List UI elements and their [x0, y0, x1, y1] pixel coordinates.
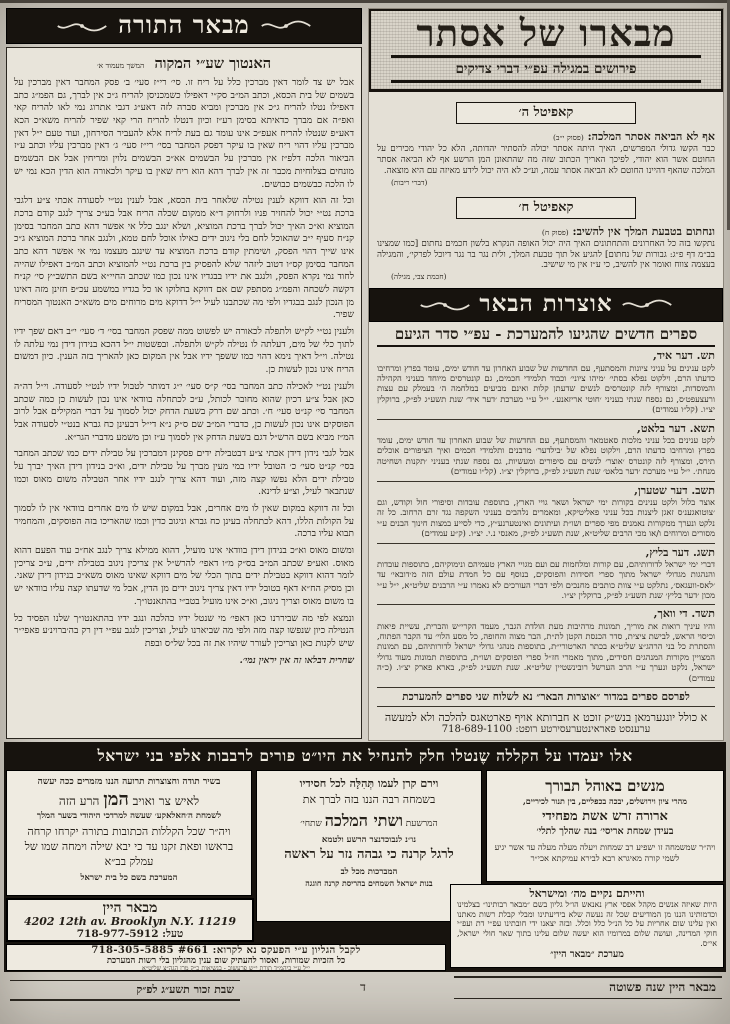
article-paragraph: אבל לגבי נידון דידן אכתי צ״ע דבטבילת ידים פסקינן דמברכין על טבילת ידים כמו שכתב המחבר בסי׳ קנ״ט סעי׳ כ׳ הטובל ידיו במי מעין מברך על טבילת ידים, וא״כ בנידון דידן האיך יברך על טבילת ידים הלא נפשו קצה מזה, ועוד דהא צריך לנגב ידיו אחר הטבילה משום מאוס וכמו שנתבאר לעיל, וצ״ע לדינא. — [14, 448, 354, 498]
ad-line: בעידן שמחת אריסי׳ בנה שהלך לתלי׳ — [536, 826, 674, 838]
purim-banner: אלו יעמדו על הקללה שֶנטלו חלק להנחיל את היו״ט פורים לרבבות אלפי בני ישראל — [97, 746, 633, 765]
divider — [391, 80, 701, 83]
ad-line: לשמחת ה׳חאלאקע׳ שעשה למרדכי היהודי בשער המלך — [36, 811, 222, 822]
disclaimer-signature: מערכת ״מבאר היין״ — [550, 949, 624, 961]
article-paragraph: אבל יש צד לומר דאין מברכין כלל על ריח זו. סי׳ רי״ז סעי׳ ב׳ פסק המחבר דאין מברכין על בשמים של בית הכסא, וכתב המ״ב סק״י דאפילו כשמכניסן להריח ג״כ אין לברך, גם הפמ״ג כתב דאפילו נטלו להריח ג״כ אין מברכין ומביא סברה לזה דאע״ג דגבי אתרוג נמי לאו להריח קאי ואפ״ה אם מברך כדאיתא בסימן רע״ז וכיון דנטלו להריח הרי קאי שפיר להריח משא״כ הכא דאע״פ שנטלו להריח אעפ״כ אינו עומד גם בעת לריח אלא להעביר הסירחון, ועוד טעם י״ל דאין מברכין עליו דהוי ריח שאין בו עיקר דפסק המחבר בסי׳ רי״ז סעי׳ ג׳ דאין מברכין עליו וכתב ע״ז הביאור הלכה דלפ״ז אין מברכין על הבשמים אא״כ הבשמים נלוין ומריחין אבל אם הבשמים מונחים בצלוחיות מכבר זה אין לברך דהא הוא ריח שאין בו עיקר ולכאורה הוא הדין הכא נמי יש לו הלכה כבשמים כבושים. — [14, 77, 354, 190]
ad-signature: בנות ישראל השמחים בהריסת קרנה חוגגה — [305, 878, 433, 888]
divider — [391, 55, 701, 58]
copyright-line: כל הזכיות שמורות, ואסור להעתיק שום ענין מהגליון בלי רשות המערכת — [106, 955, 346, 966]
page-number: ד — [360, 980, 366, 994]
bottom-section — [4, 742, 726, 972]
scan-edge-artifact — [0, 0, 730, 3]
book-entry — [377, 347, 715, 419]
ad-box-zeresh — [486, 770, 724, 882]
book-title: תשב. דער שטערן, — [634, 483, 715, 497]
otzros-subtitle: ספרים חדשים שהגיעו להמערכת - עפ״י סדר הגיעם — [377, 325, 715, 347]
book-title: תשד. די וואך, — [653, 607, 715, 621]
ad-line: נו״נ לנבוכדנצר הרשע ולטמא — [321, 835, 417, 846]
flourish-icon — [419, 298, 471, 312]
article-header — [14, 53, 354, 73]
book-title: תשא. דער בלאט, — [637, 421, 715, 435]
publication-name: מבאר היין — [102, 900, 158, 916]
chapter-heading-text: אף לא הביאה אסתר המלכה: — [587, 129, 715, 143]
ad-name-line — [13, 789, 245, 810]
verse-reference: (פסוק י״ב) — [552, 132, 584, 142]
left-article — [6, 47, 362, 739]
book-text: והיו עיניך רואות את מוריך, תמונות מרהיבות מעת הולדת הגבר, מעמד הקרי״ש והברית, עשיית פיאות וכיסוי הראש, לבישת ציצית, סדר הכנסת הקטן לת״ת, הבר מצוה והחופה, כל מסע הלוי׳ עד הקבר הפתוח, והסתרת כל בני הרהג״צ שליט״א בכתר הארטורי״ת, בתוספות מנהגי גדולי ישראל לדורותיהם, עם תמונות המצויין מקורות המנהגים חסידים, מתוך מאמרי חז״ל ספרי הפוסקים ושו״ת, בתוספות תמונות מעוד גדולי ישראל, נלקט ונערך ע״י הרב הערשל רובינשטיין שליט״א. שנת תשע״ג לפ״ק, בארא פארק יצ״ו. (כ״ה עמודים) — [377, 620, 715, 683]
fax-number: 718-305-5885 #661 — [91, 945, 209, 956]
footer-right: מבאר היין שנה פשוטה — [454, 976, 722, 999]
article-paragraph: ונמצא לפי מה שביררנו כאן דאפי׳ מי שנטל ידיו כהלכה ונגב ידיו בהתאנטו״ך שלנו הפסיד כל הנטילה כיון שנפשו קצה מזה ולפי מה שביארנו לעיל, וצריכין לנגב עפ״י דין רק בה׳ברוינ׳ע פאפי״ר שיש לקנות כאן וצריכין לעורר שיהיו את זה בכל של״ס ובפת — [14, 612, 354, 649]
chapter-label: קאפיטל ח׳ — [456, 197, 636, 219]
ad-name-big: המן — [103, 789, 129, 811]
classified-ad: א כולל יונגערמאן בנש״ק זוכט א חברותא אויף פארטאגס להלכה ולא למעשה — [384, 711, 708, 725]
flourish-icon — [621, 298, 673, 312]
continued-from-note: המשך מעמוד א׳ — [96, 61, 145, 70]
book-title: תשג. דער בליץ, — [645, 545, 715, 559]
address-box — [6, 898, 254, 942]
ad-signature: המערכת בשם כל בית ישראל — [80, 872, 178, 883]
ad-blessing: ויה״ר שכל הקללות הכתובות בתורה יקרחו קרחה בראשו ופאת זקנו עד כי יבא שילה וימחה שמו של עמלק בב״א — [24, 825, 234, 869]
book-text: לקט ענינים על עניני ציונות והמסתעף, עם החדשות של שבוע האחרון עד חודש ימים, עומד בפרץ ומרחיבו כדעתו הרם, וילקוט נפלא בסתי׳ ׳מיהו ציוני׳ וכבוד תלמידי חכמים, גם קונטרסים מיוחד בעניני הקהילה והמוסדות, ומצורף לזה קונטרסים לנשים שדעתן קלות ואינם מביעים במלחמה ה׳ בעמלק עם עצות ורעצעפט׳ס, גם נספח שנתי בעניני ׳חוטי אריזאנע׳. י״ל ע״י מערכת ׳דער איד׳ שנת תשע״ג לפ״ק, ברוקלין יצ״ו. (קל״ו עמודים) — [377, 362, 715, 415]
ad-big-line: לרגל קרנה כי גבהה נזר על ראשה — [284, 847, 454, 863]
left-masthead — [6, 8, 362, 44]
ad-line: בשיר תודה וחצוצרות תרועה הננו מזמרים ככה יעשה — [37, 777, 221, 787]
book-entry — [377, 605, 715, 688]
chapter-source: (חכמת צבי, מגילה) — [391, 272, 447, 282]
footer-left: שבת זכור תשע״ג לפ״ק — [10, 980, 240, 1001]
article-paragraph: ומשום מאוס וא״כ בנידון דידן בוודאי אינו מועיל, דהוא ממילא צריך לנגב אח״כ עוד הפעם דהוא מאוס. ואע״פ שכתב המ״ב בס״ק מ״ו דאפי׳ להרש״ל אין צריכין ניגוב בטבילת ידים, ע״כ צריכין לומר דהוא דווקא בטבילת ידים בתוך הכלי של מים דווקא שאינו מאוס משא״כ בנידון דידן שאני. וכן מסיק הח״א דאף בטובל ידיו דאין צריך ניגוב ידים מן הדין, אבל מי שדעתו קצה עליו בוודאי יש בו משום מאוס וצריך ניגוב, וא״כ אינו מועיל בטב״י בהתאנטו״ך. — [14, 545, 354, 607]
book-entry — [377, 544, 715, 606]
book-review-list — [369, 347, 723, 688]
fax-line — [7, 946, 445, 957]
telephone-label: טעל: — [162, 928, 184, 941]
ad-name-pre: המרשעת — [402, 819, 438, 830]
chapter-section — [369, 187, 723, 282]
disclaimer-title: והייתם נקיים מה׳ ומישראל — [529, 887, 645, 900]
right-column — [368, 8, 724, 741]
chapter-heading — [377, 225, 715, 238]
ad-line: וירם קרן לעמו תְּהִלָּה לכל חסידיו — [299, 777, 439, 790]
ad-box-vashti — [256, 770, 482, 922]
left-column — [6, 8, 362, 739]
chapter-source: (דברי ריבות) — [391, 177, 428, 187]
ad-title: מנשים באוהל תבורך — [545, 777, 665, 795]
ad-name-post: הרע הזה — [58, 794, 104, 809]
article-title: האנטוך שע״י המקוה — [154, 55, 272, 72]
submission-notice: לפרסם ספרים במדור ״אוצרות הבאר״ נא לשלוח שני ספרים להמערכת — [377, 688, 715, 707]
article-paragraph: וכל זה דווקא במקום שאין לו מים אחרים, אבל במקום שיש לו מים אחרים בוודאי אין לו לסמוך על הקולות הללו, דהא לכתחלה בעינן כח גברא וניגוב כדין וכמו שהאריכו בזה הפוסקים, והמחמיר תבוא עליו ברכה. — [14, 503, 354, 540]
right-masthead-title: מבארו של אסתר — [416, 11, 676, 55]
ad-blessing: ויה״ר שמשמחה זו ישפיע רב שמחות ויעלה מעלה מעלה עד אשר יגיע לשמי קורה מאיגרא רבא לבירא עמיקתא אכי״ר — [494, 842, 716, 863]
ad-name-big: ושתי המלכה — [324, 811, 403, 831]
disclaimer-box — [450, 884, 724, 968]
ad-name-post: שתחי׳ — [300, 819, 325, 830]
book-title: תש. דער איד, — [653, 349, 715, 363]
chapter-section — [369, 92, 723, 187]
ad-name-line — [263, 808, 475, 834]
article-paragraph: ולענין נט״י לק״ש ולתפלה לכאורה יש לפשוט ממה שפסק המחבר בסי׳ ד׳ סעי׳ י״ב דאם שפך ידיו לתוך כלי של מים, דעלתה לו נטילה לק״ש ולתפלה. ובפשטות י״ל דהכא בנידון דידן נמי עלתה לו נטילה. וי״ל דאיך נימא דהוי כמו ששפך ידיו אבל אין המקום כאן להאריך בזה הענין. כיון דמשום הריח אינו נכון לעשות כן. — [14, 326, 354, 376]
chapter-heading-text: ונחתום בטבעת המלך אין להשיב: — [572, 224, 715, 238]
ad-line: מהרי ציון וירושלים, יבכה בכפליים, בין תנור לכיריים, — [522, 796, 688, 807]
chapter-label: קאפיטל ה׳ — [456, 102, 636, 124]
left-masthead-title: מבאר התורה — [118, 9, 250, 39]
ad-name-pre: לאיש צר ואויב — [128, 794, 200, 809]
chapter-text: נתקשו בזה כל האחרונים והתחתונים האיך היה יכול האופה הנקרא בלשון חכמים נחתום [כמו שמצינו בב״מ דף פ״ג: גבורות של נחתום] להגיע אל תוך טבעת המלך, ולית נגר בר נגר דיוכל לפרקי׳, והמגילה בעצמה צווח ואומר אין להשיב, כי ע״ז אין מי שישיב. — [377, 238, 715, 271]
otzros-habeer-banner — [369, 288, 723, 322]
article-closing-line: שחרית דבלאו זה אין יראין נמי׳. — [239, 654, 354, 666]
imprint-line: י״ל ע״י ביהמ״ד תורת י״ש פרעשוב - בנשיאות כ״ק מרן הגה״צ שליט״א — [142, 964, 310, 972]
book-text: אוצר בלול ולקט ענינים בקורות ימי ישראל ושאר גויי הארץ, בתוספת עובדות וסיפורי חול וקודש, וגם ׳צוטואגענ׳ס זאגן ליצנות בכל עניני פאליטיקא, ומאמרים נלהבים בעניני השקפה נגד זרם הרחוב. כל זה נלקט ונערך ממקורות נאמנים מפי ספרים ושו״ת ועיתונים ואינטערנע״ץ, כדי לסייע במצות חינוך הבנים ע״י מסורים ומרוחים ו/או מכי הרבים שליט״א, שנת תשע״ג לפ״ק, מאנסי נ.י. יצ״ו. (ק״ע עמודים) — [377, 496, 715, 539]
flourish-icon — [260, 19, 312, 33]
article-paragraph: ולענין נט״י לאכילה כתב המחבר בסי׳ ק״ס סעי׳ י״ג דמותר לטבול ידיו לנט״י לסעודה. וי״ל דה״ה כאן אבל צ״ע דכיון שהוא מחובר לכותל, ע״כ לכתחלה בוודאי אינו נכון לעשות כן כמה שכתב המחבר סי׳ קנ״ט סעי׳ ח׳. וכתב שם דרק בשעת הדחק יכול לסמוך על דברי המקילים אבל לרוב הפוסקים אינו נכון לעשות כן, כדברי המ״ב שם ס״ק נ״א די״ל דבעינן כח גברא בנט״י לסעודה אבל המ״ז מביא בשם הרש״ל דגם בשעת הדחק אין לסמוך ע״ז וכן משמע מדברי הגר״א. — [14, 380, 354, 443]
otzros-banner-title: אוצרות הבאר — [479, 290, 613, 318]
verse-reference: (פסוק ח) — [541, 227, 569, 237]
article-paragraph: וכל זה הוא דווקא לענין נטילה שלאחר בית הכסא, אבל לענין נט״י לסעודה אכתי צ״ע דלגבי ברכת נט״י יכול להחזיר פניו ולרחוק ד״א ממקום שכלה הריח אבל בע״כ צריך לנגב קודם ברכת המוציא וא״כ האיך יכול לברך ברכת המוציא, ושלא ינגב כלל אי אפשר דהא כתב המחבר בסימן קנ״ח סעיף י״ב שהאוכל לחם בלי ניגוב ידים כאילו אוכל לחם טמא, ולנגב אחר ברכת המוציא ג״כ אינו שייך דהוי הפסק, ושימתין קודם ברכת המוציא עד שינגב מעצמו נמי אי אפשר דהא כתב המחבר בסימן קס״ו דטוב ליזהר שלא להפסיק בין ברכת נט״י להמוציא וכתב המ״ב דאפילו שהייה לחוד נמי נקרא הפסק, ולנגב את ידיו בבגדיו אינו נכון כמו שכתב החיי״א בשם התשב״ץ סי׳ קנ״ח דקשה לשכחה והפמ״ג מסתפק שם אם דווקא בחלוקו או כל בגדיו במשמע עכ״פ חזינן מזה דאינו מן הנכון לנגב בבגדיו ולפי מה שכתבנו לעיל י״ל דדוקא מים מרוחים מים משא״כ האנטוך המסריח שפיר. — [14, 195, 354, 321]
right-masthead — [369, 9, 723, 92]
classified-phone-label: ערענסט פאראינטערעסירטע רופט: — [515, 724, 651, 736]
ad-box-haman — [6, 770, 252, 896]
ad-line: בשמחה רבה הננו בזה לברך את — [302, 792, 436, 806]
book-entry — [377, 482, 715, 544]
street-address: 4202 12th av. Brooklyn N.Y. 11219 — [23, 915, 237, 929]
ad-signature: המברכות מכל לב — [340, 866, 398, 877]
telephone-line — [8, 928, 252, 941]
classified-phone — [369, 724, 723, 738]
fax-label: לקבל הגליון ע״י הפעקס נא לקרוא: — [212, 945, 361, 956]
classified-phone-number: 718-689-1100 — [441, 724, 513, 736]
book-text: דברי ימי ישראל לדורותיהם, עם קורות ומלחמות עם ועם מגויי הארץ טעמיהם ונימוקיהם, בתוספות עובדות והנהגות מגדולי ישראל מתוך ספרי חסידות והפוסקים, בנוסף עם כל חמדת עולם הזה מ׳דובאי׳ עד ׳לאס-וועגאס׳, נתלקט ע״י צוות כותבים מחנכים ולפי דברי העורכים לא נאמרו ע״י הרבנים שליט״א, י״ל ע״י מכון ׳דער בליץ׳ שנת תשע״ג לפ״ק, ברוקלין יצ״ו. — [377, 558, 715, 601]
book-text: לקט ענינים בכל עניני מלכות סאטמאר והמסתעף, עם החדשות של שבוע האחרון עד חודש ימים, עומד בפרץ ומרחיבו כדעתו הרם, וילקוט נפלא של ׳בילדער׳ מרבנים ותלמידי חכמים ואיך הציפורים אוכלים תירס, ומצורף לזה קונטרס ׳אוצר׳ לנשים עם סיפורים ומעשיות, גם נספח שנתי בעניני ׳תקנות ושחיטה מנחת׳. י״ל ע״י מערכת ׳דער בלאט׳ שנת תשע״ג לפ״ק, ברוקלין יצ״ו. (קל״ו עמודים) — [377, 434, 715, 477]
fax-strip — [6, 944, 446, 971]
chapter-heading — [377, 130, 715, 143]
telephone-number: 718-977-5912 — [76, 928, 159, 941]
ad-name-line: ארורה זרש אשת מפחידי — [542, 808, 668, 824]
book-entry — [377, 420, 715, 482]
flourish-icon — [56, 19, 108, 33]
disclaimer-text: היות שאיזה אנשים מקהל אפסי ארץ נאנאש הו״ל גליון בשם ״מבאר רבותינו״ בצלמינו וכדמותינו הננו מן המודיעים שכל זה נעשה שלא בידיעתינו ומבלי קבלת רשות מאתנו ואין עלינו שום אחריות על כל הנ״ל כלל וכלל. ובזה יצאנו ידי חובתינו עפ״י דת ועפ״י חוקי המדינה, ועושה שלום במרומיו הוא יעשה שלום עלינו בתוך שאר חולי ישראל, אי״ס. — [457, 900, 717, 948]
chapter-text: כבר הקשו גדולי המפרשים, האיך היתה אסתר יכולה להסתיר יהדותה, הלא כל יהודי מכירים על החוטם אשר הוא יהודי, לפיכך האריך הכתוב שזה מה שהתאונן המן הרשע אף לא הביאה אסתר המלכה שהאף דהיינו החוטם לא הביאה אסתר עמה, וע״כ לא היה יכול לידע מאיזה עם היא מוצאה. — [377, 143, 715, 176]
right-masthead-subtitle: פירושים במגילה עפ״י דברי צדיקים — [455, 60, 637, 77]
